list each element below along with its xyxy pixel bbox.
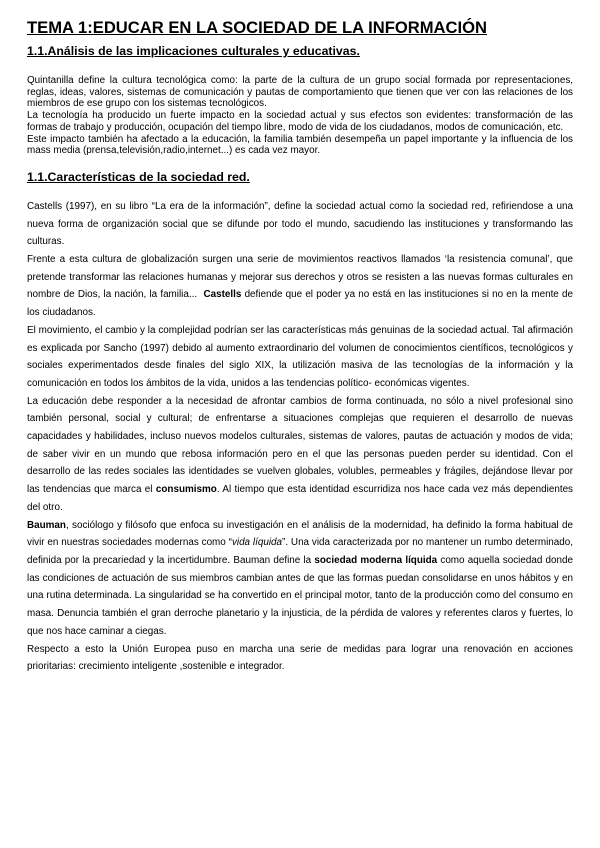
paragraph: Quintanilla define la cultura tecnológica como: la parte de la cultura de un grupo social formada por representaciones, reglas, ideas, valores, sistemas de comunicación y pautas de comportamiento que tienen que ver con las relaciones de los miembros de ese grupo con los sistemas tecnológicos. <box>27 75 573 110</box>
paragraph <box>27 517 573 641</box>
paragraph-text: La educación debe responder a la necesidad de afrontar cambios de forma continuada, no sólo a nivel profesional sino también personal, social y cultural; de enfrentarse a situaciones complejas que requieren el desarrollo de nuevas capacidades y habilidades, incluso nuevos modelos culturales, sistemas de valores, pautas de actuación y modos de vida; de saber vivir en un mundo que rebosa información pero en el que las personas pueden perder su identidad. Con el desarrollo de las redes sociales las identidades se vuelven globales, volubles, permeables y frágiles, dejándose llevar por las tendencias que marca el <box>27 395 573 496</box>
section-body-sociedad-red <box>27 198 573 676</box>
paragraph-text: . Al tiempo que esta identidad escurridiza nos hace cada vez más dependientes del otro. <box>27 484 573 513</box>
paragraph: El movimiento, el cambio y la complejidad podrían ser las características más genuinas de la sociedad actual. Tal afirmación es explicada por Sancho (1997) debido al aumento extraordinario del volumen de conocimientos científicos, tecnológicos y sociales experimentados desde finales del siglo XIX, la utilización masiva de las tecnologías de la información y la comunicación en todos los ámbitos de la vida, unidos a las tendencias político- económicas vigentes. <box>27 324 573 389</box>
paragraph-text: como aquella sociedad donde las condiciones de actuación de sus miembros cambian antes de que las formas puedan consolidarse en unos hábitos y en una rutina determinada. La singularidad se ha convertido en el principal motor, tanto de la producción como del consumo en masa. Denuncia también el gran derroche planetario y la injusticia, de la pérdida de valores y referentes claros y fuertes, lo que nos hace caminar a ciegas. <box>27 554 573 637</box>
bold-term-consumismo: consumismo <box>155 484 217 496</box>
paragraph-text: Frente a esta cultura de globalización surgen una serie de movimientos reactivos llamados ‘la resistencia comunal’, que pretende transformar las relaciones humanas y mejorar sus derechos y otros se resisten a las nuevas formas culturales en nombre de Dios, la nación, la familia... <box>27 254 573 301</box>
paragraph <box>27 251 573 322</box>
document-page <box>27 18 573 676</box>
paragraph: Castells (1997), en su libro “La era de la información”, define la sociedad actual como la sociedad red, refiriendose a una nueva forma de organización social que se difunde por todo el mundo, sacudiendo las instituciones y transformando las culturas. <box>27 200 573 248</box>
paragraph-text: defiende que el poder ya no está en las instituciones si no en la mente de los ciudadanos. <box>27 289 573 319</box>
bold-term-sociedad-moderna-liquida: sociedad moderna líquida <box>314 554 438 566</box>
bold-name-castells: Castells <box>203 289 242 301</box>
paragraph: Respecto a esto la Unión Europea puso en marcha una serie de medidas para lograr una renovación en acciones prioritarias: crecimiento inteligente ,sostenible e integrador. <box>27 643 573 673</box>
paragraph <box>27 393 573 517</box>
paragraph: La tecnología ha producido un fuerte impacto en la sociedad actual y sus efectos son evidentes: transformación de las formas de trabajo y producción, ocupación del tiempo libre, modo de vida de los ciudadanos, modos de comunicación, etc. <box>27 110 573 133</box>
section-body-implicaciones <box>27 75 573 157</box>
paragraph-text: ”. Una vida caracterizada por no mantener un rumbo determinado, definida por la precariedad y la incertidumbre. Bauman define la <box>27 537 573 566</box>
paragraph-text: , sociólogo y filósofo que enfoca su investigación en el análisis de la modernidad, ha definido la forma habitual de vivir en nuestras sociedades modernas como “ <box>27 519 573 549</box>
paragraph: Este impacto también ha afectado a la educación, la familia también desempeña un papel importante y la influencia de los mass media (prensa,televisión,radio,internet...) es cada vez mayor. <box>27 133 573 157</box>
section-heading-implicaciones: 1.1.Análisis de las implicaciones culturales y educativas. <box>27 44 360 58</box>
italic-term-vida-liquida: vida líquida <box>231 537 283 549</box>
bold-name-bauman: Bauman <box>27 519 66 531</box>
section-heading-sociedad-red: 1.1.Características de la sociedad red. <box>27 169 250 184</box>
page-title: TEMA 1:EDUCAR EN LA SOCIEDAD DE LA INFORMACIÓN <box>27 18 488 37</box>
